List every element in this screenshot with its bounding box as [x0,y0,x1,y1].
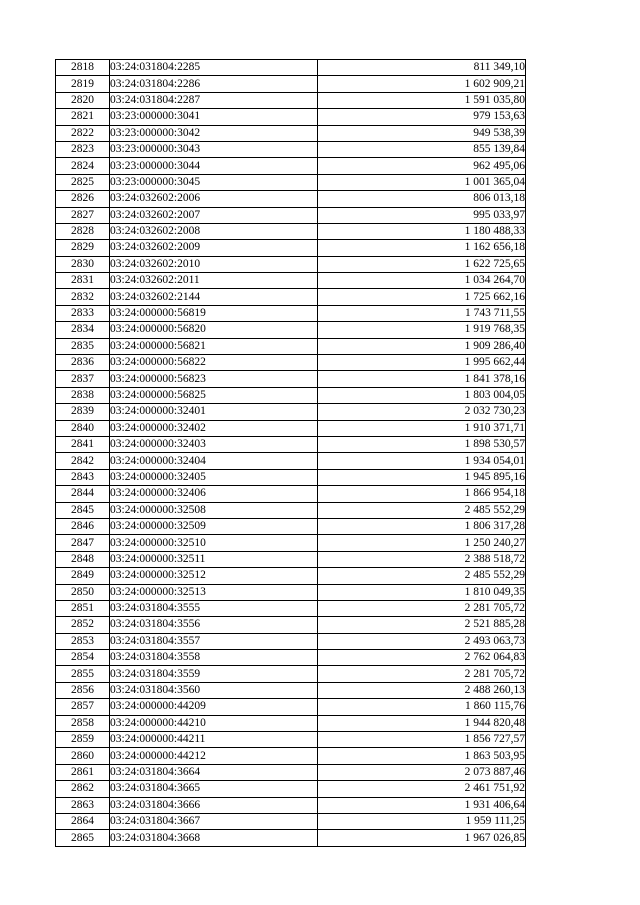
table-row [56,223,526,239]
cadastral-value-cell: 1 919 768,35 [318,322,526,338]
cadastral-value-cell: 2 762 064,83 [318,650,526,666]
cadastral-value-cell: 806 013,18 [318,191,526,207]
row-number-cell: 2827 [56,207,110,223]
table-row [56,797,526,813]
cadastral-number-cell: 03:24:000000:56823 [110,371,318,387]
cadastral-number-cell: 03:24:000000:32402 [110,420,318,436]
cadastral-number-cell: 03:24:000000:44211 [110,732,318,748]
cadastral-number-cell: 03:24:031804:2285 [110,60,318,76]
cadastral-number-cell: 03:24:000000:32508 [110,502,318,518]
table-row [56,781,526,797]
table-row [56,322,526,338]
table-row [56,174,526,190]
cadastral-number-cell: 03:24:031804:3665 [110,781,318,797]
cadastral-value-cell: 1 866 954,18 [318,486,526,502]
cadastral-number-cell: 03:24:000000:32405 [110,469,318,485]
cadastral-value-cell: 2 485 552,29 [318,568,526,584]
cadastral-value-cell: 1 860 115,76 [318,699,526,715]
cadastral-number-cell: 03:24:031804:3557 [110,633,318,649]
cadastral-number-cell: 03:24:032602:2011 [110,273,318,289]
cadastral-number-cell: 03:24:031804:3555 [110,600,318,616]
row-number-cell: 2864 [56,813,110,829]
table-row [56,453,526,469]
cadastral-number-cell: 03:24:031804:3667 [110,813,318,829]
row-number-cell: 2852 [56,617,110,633]
table-row [56,158,526,174]
cadastral-number-cell: 03:24:000000:32510 [110,535,318,551]
table-row [56,584,526,600]
cadastral-value-cell: 1 934 054,01 [318,453,526,469]
table-row [56,518,526,534]
table-row [56,617,526,633]
cadastral-value-cell: 1 959 111,25 [318,813,526,829]
table-row [56,76,526,92]
row-number-cell: 2828 [56,223,110,239]
cadastral-value-cell: 1 931 406,64 [318,797,526,813]
row-number-cell: 2822 [56,125,110,141]
table-row [56,699,526,715]
row-number-cell: 2863 [56,797,110,813]
table-row [56,109,526,125]
cadastral-value-cell: 2 488 260,13 [318,682,526,698]
row-number-cell: 2820 [56,92,110,108]
cadastral-value-cell: 1 622 725,65 [318,256,526,272]
table-row [56,486,526,502]
cadastral-value-cell: 1 856 727,57 [318,732,526,748]
row-number-cell: 2830 [56,256,110,272]
row-number-cell: 2825 [56,174,110,190]
cadastral-value-cell: 1 810 049,35 [318,584,526,600]
cadastral-value-cell: 1 806 317,28 [318,518,526,534]
row-number-cell: 2823 [56,141,110,157]
cadastral-number-cell: 03:24:031804:3664 [110,764,318,780]
cadastral-number-cell: 03:24:031804:3556 [110,617,318,633]
table-row [56,355,526,371]
row-number-cell: 2831 [56,273,110,289]
table-row [56,420,526,436]
table-row [56,387,526,403]
cadastral-value-cell: 811 349,10 [318,60,526,76]
table-row [56,650,526,666]
cadastral-value-cell: 1 910 371,71 [318,420,526,436]
cadastral-value-cell: 2 485 552,29 [318,502,526,518]
table-row [56,633,526,649]
cadastral-value-cell: 979 153,63 [318,109,526,125]
row-number-cell: 2832 [56,289,110,305]
cadastral-number-cell: 03:23:000000:3042 [110,125,318,141]
cadastral-value-cell: 949 538,39 [318,125,526,141]
cadastral-value-cell: 2 281 705,72 [318,666,526,682]
cadastral-value-cell: 1 944 820,48 [318,715,526,731]
row-number-cell: 2840 [56,420,110,436]
table-row [56,240,526,256]
cadastral-value-cell: 1 034 264,70 [318,273,526,289]
cadastral-value-cell: 1 162 656,18 [318,240,526,256]
cadastral-number-cell: 03:24:000000:44209 [110,699,318,715]
table-row [56,764,526,780]
table-row [56,568,526,584]
row-number-cell: 2826 [56,191,110,207]
cadastral-number-cell: 03:23:000000:3044 [110,158,318,174]
row-number-cell: 2860 [56,748,110,764]
cadastral-value-cell: 2 521 885,28 [318,617,526,633]
table-row [56,273,526,289]
cadastral-value-cell: 1 743 711,55 [318,305,526,321]
table-row [56,551,526,567]
cadastral-value-cell: 1 591 035,80 [318,92,526,108]
row-number-cell: 2834 [56,322,110,338]
cadastral-number-cell: 03:24:032602:2144 [110,289,318,305]
cadastral-number-cell: 03:24:000000:56821 [110,338,318,354]
row-number-cell: 2859 [56,732,110,748]
table-row [56,813,526,829]
cadastral-value-cell: 2 461 751,92 [318,781,526,797]
cadastral-value-cell: 1 803 004,05 [318,387,526,403]
cadastral-number-cell: 03:24:032602:2008 [110,223,318,239]
table-row [56,830,526,846]
cadastral-value-cell: 1 841 378,16 [318,371,526,387]
row-number-cell: 2858 [56,715,110,731]
table-row [56,732,526,748]
cadastral-number-cell: 03:24:031804:3559 [110,666,318,682]
cadastral-value-cell: 1 001 365,04 [318,174,526,190]
table-row [56,469,526,485]
cadastral-number-cell: 03:24:000000:56819 [110,305,318,321]
cadastral-number-cell: 03:24:000000:56825 [110,387,318,403]
table-row [56,715,526,731]
row-number-cell: 2824 [56,158,110,174]
row-number-cell: 2853 [56,633,110,649]
table-row [56,682,526,698]
cadastral-number-cell: 03:24:031804:3668 [110,830,318,846]
cadastral-value-cell: 1 967 026,85 [318,830,526,846]
cadastral-value-cell: 2 493 063,73 [318,633,526,649]
cadastral-value-cell: 1 602 909,21 [318,76,526,92]
table-body [56,60,526,847]
row-number-cell: 2837 [56,371,110,387]
row-number-cell: 2836 [56,355,110,371]
cadastral-value-cell: 2 032 730,23 [318,404,526,420]
table-row [56,371,526,387]
row-number-cell: 2845 [56,502,110,518]
row-number-cell: 2818 [56,60,110,76]
cadastral-number-cell: 03:24:032602:2006 [110,191,318,207]
cadastral-number-cell: 03:24:031804:3560 [110,682,318,698]
table-row [56,600,526,616]
cadastral-number-cell: 03:24:000000:32511 [110,551,318,567]
cadastral-number-cell: 03:24:000000:32509 [110,518,318,534]
cadastral-number-cell: 03:24:000000:32512 [110,568,318,584]
row-number-cell: 2861 [56,764,110,780]
table-row [56,125,526,141]
cadastral-value-cell: 1 995 662,44 [318,355,526,371]
table-row [56,748,526,764]
cadastral-number-cell: 03:24:000000:32401 [110,404,318,420]
cadastral-number-cell: 03:24:000000:44212 [110,748,318,764]
row-number-cell: 2842 [56,453,110,469]
table-row [56,305,526,321]
cadastral-number-cell: 03:24:031804:2286 [110,76,318,92]
cadastral-number-cell: 03:23:000000:3045 [110,174,318,190]
row-number-cell: 2844 [56,486,110,502]
row-number-cell: 2862 [56,781,110,797]
row-number-cell: 2835 [56,338,110,354]
cadastral-value-cell: 855 139,84 [318,141,526,157]
cadastral-value-cell: 1 725 662,16 [318,289,526,305]
cadastral-number-cell: 03:24:000000:32404 [110,453,318,469]
row-number-cell: 2854 [56,650,110,666]
cadastral-value-cell: 1 250 240,27 [318,535,526,551]
cadastral-number-cell: 03:24:032602:2007 [110,207,318,223]
cadastral-number-cell: 03:24:000000:32513 [110,584,318,600]
table-row [56,666,526,682]
row-number-cell: 2865 [56,830,110,846]
row-number-cell: 2846 [56,518,110,534]
table-row [56,338,526,354]
cadastral-value-cell: 1 863 503,95 [318,748,526,764]
cadastral-number-cell: 03:24:031804:3558 [110,650,318,666]
cadastral-number-cell: 03:24:000000:56822 [110,355,318,371]
row-number-cell: 2829 [56,240,110,256]
cadastral-number-cell: 03:23:000000:3041 [110,109,318,125]
row-number-cell: 2855 [56,666,110,682]
row-number-cell: 2839 [56,404,110,420]
cadastral-number-cell: 03:24:032602:2009 [110,240,318,256]
row-number-cell: 2850 [56,584,110,600]
cadastral-value-cell: 962 495,06 [318,158,526,174]
cadastral-number-cell: 03:24:000000:44210 [110,715,318,731]
cadastral-value-table [55,59,526,847]
table-row [56,60,526,76]
row-number-cell: 2849 [56,568,110,584]
table-row [56,502,526,518]
table-row [56,141,526,157]
row-number-cell: 2833 [56,305,110,321]
cadastral-value-cell: 2 073 887,46 [318,764,526,780]
cadastral-number-cell: 03:24:000000:32403 [110,436,318,452]
table-row [56,191,526,207]
cadastral-value-cell: 1 898 530,57 [318,436,526,452]
row-number-cell: 2848 [56,551,110,567]
cadastral-value-cell: 2 388 518,72 [318,551,526,567]
cadastral-number-cell: 03:24:000000:56820 [110,322,318,338]
cadastral-number-cell: 03:24:031804:3666 [110,797,318,813]
row-number-cell: 2851 [56,600,110,616]
table-row [56,535,526,551]
cadastral-value-cell: 2 281 705,72 [318,600,526,616]
table-row [56,289,526,305]
row-number-cell: 2857 [56,699,110,715]
cadastral-value-cell: 1 909 286,40 [318,338,526,354]
cadastral-number-cell: 03:23:000000:3043 [110,141,318,157]
row-number-cell: 2841 [56,436,110,452]
table-row [56,92,526,108]
row-number-cell: 2838 [56,387,110,403]
row-number-cell: 2856 [56,682,110,698]
cadastral-number-cell: 03:24:032602:2010 [110,256,318,272]
row-number-cell: 2821 [56,109,110,125]
row-number-cell: 2843 [56,469,110,485]
cadastral-number-cell: 03:24:031804:2287 [110,92,318,108]
table-row [56,256,526,272]
table-row [56,404,526,420]
row-number-cell: 2819 [56,76,110,92]
table-row [56,436,526,452]
cadastral-value-cell: 1 945 895,16 [318,469,526,485]
cadastral-number-cell: 03:24:000000:32406 [110,486,318,502]
cadastral-value-cell: 995 033,97 [318,207,526,223]
cadastral-value-cell: 1 180 488,33 [318,223,526,239]
row-number-cell: 2847 [56,535,110,551]
table-row [56,207,526,223]
